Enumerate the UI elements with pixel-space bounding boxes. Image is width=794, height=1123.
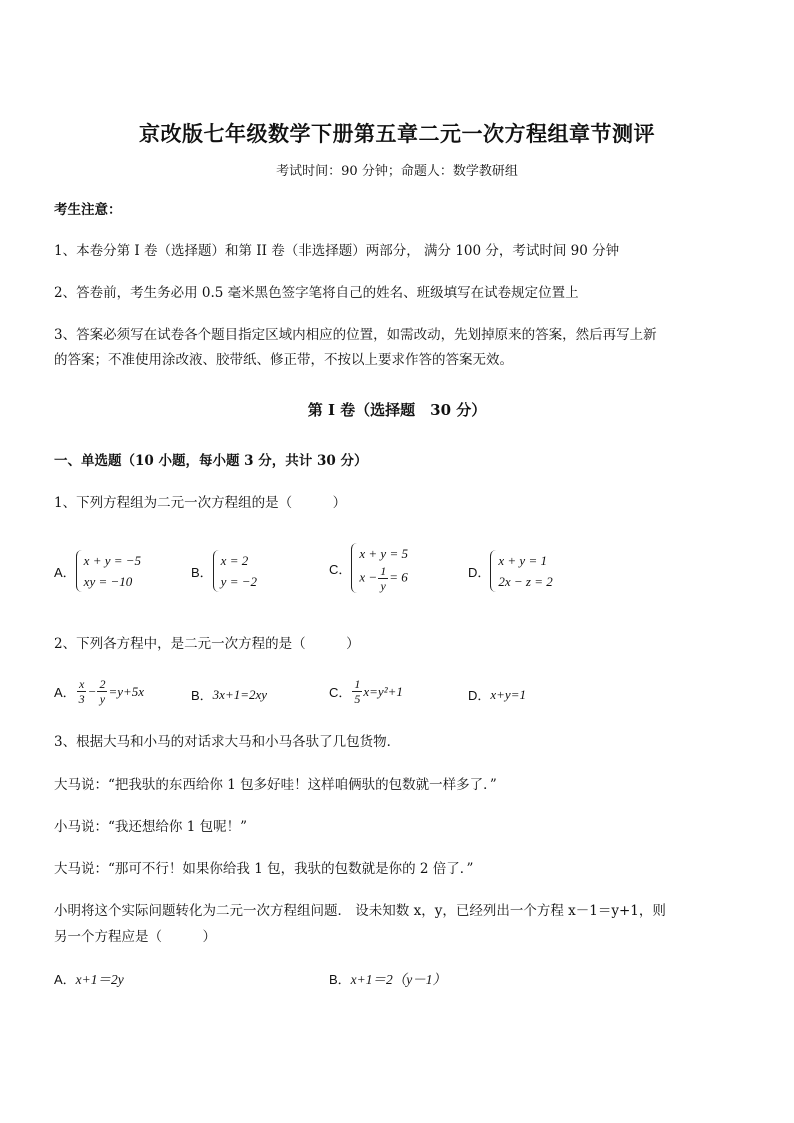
q1-option-d[interactable] — [468, 550, 553, 592]
option-label: C． — [329, 685, 352, 700]
notice-item-3-cont: 的答案；不准使用涂改液、胶带纸、修正带，不按以上要求作答的答案无效。 — [54, 352, 513, 368]
option-label: B． — [329, 972, 351, 987]
dialogue-line-3: 大马说：“那可不行！如果你给我 1 包，我驮的包数就是你的 2 倍了．” — [54, 861, 474, 877]
option-label: C． — [329, 561, 352, 577]
equation: x+1＝2y — [75, 972, 124, 987]
dialogue-line-2: 小马说：“我还想给你 1 包呢！” — [54, 819, 247, 835]
question-3-prompt: 小明将这个实际问题转化为二元一次方程组问题． 设未知数 x，y，已经列出一个方程 x－1＝y+1，则 — [54, 903, 666, 919]
option-label: B． — [191, 564, 213, 580]
question-3-stem: 3、根据大马和小马的对话求大马和小马各驮了几包货物． — [54, 734, 401, 750]
equation: x+y=1 — [490, 686, 526, 702]
option-label: A． — [54, 972, 76, 987]
option-label: D． — [468, 688, 491, 703]
q3-option-a[interactable] — [54, 970, 124, 990]
notice-heading: 考生注意： — [54, 202, 122, 218]
q2-option-b[interactable] — [191, 685, 267, 704]
dialogue-line-1: 大马说：“把我驮的东西给你 1 包多好哇！这样咱俩驮的包数就一样多了．” — [54, 777, 497, 793]
q1-option-c[interactable] — [329, 543, 408, 593]
equation-system: x + y = −5 xy = −10 — [76, 550, 141, 592]
option-label: B． — [191, 688, 213, 703]
question-2-stem: 2、下列各方程中，是二元一次方程的是（ ） — [54, 636, 360, 652]
q2-option-d[interactable] — [468, 685, 526, 704]
page-title: 京改版七年级数学下册第五章二元一次方程组章节测评 — [139, 121, 655, 146]
option-label: A． — [54, 685, 76, 700]
q1-option-b[interactable] — [191, 550, 257, 592]
equation-system: x + y = 5 x − $\frac{1}{y}$ = 6 — [351, 543, 408, 593]
option-label: D． — [468, 564, 491, 580]
question-1-stem: 1、下列方程组为二元一次方程组的是（ ） — [54, 495, 347, 511]
equation-system: x + y = 1 2x − z = 2 — [490, 550, 552, 592]
section-title: 第 I 卷（选择题 30 分） — [307, 401, 487, 419]
notice-item-3: 3、答案必须写在试卷各个题目指定区域内相应的位置，如需改动，先划掉原来的答案，然后再写上新 — [54, 327, 657, 343]
q2-option-a[interactable]: A． $\frac{x}{3}$ − $\frac{2}{y}$ =y+5x — [54, 677, 145, 706]
q2-option-c[interactable]: C． $\frac{1}{5}$ x=y²+1 — [329, 677, 403, 706]
notice-item-2: 2、答卷前，考生务必用 0.5 毫米黑色签字笔将自己的姓名、班级填写在试卷规定位置上 — [54, 285, 579, 301]
equation: 3x+1=2xy — [212, 686, 268, 702]
q3-option-b[interactable] — [329, 970, 446, 990]
part-heading: 一、单选题（10 小题，每小题 3 分，共计 30 分） — [54, 453, 368, 469]
question-3-prompt-cont: 另一个方程应是（ ） — [54, 929, 216, 945]
q1-option-a[interactable] — [54, 550, 141, 592]
notice-item-1: 1、本卷分第 I 卷（选择题）和第 II 卷（非选择题）两部分， 满分 100 分，考试时间 90 分钟 — [54, 243, 620, 259]
equation-system: x = 2 y = −2 — [213, 550, 257, 592]
equation: x+1＝2（y－1） — [350, 972, 447, 987]
option-label: A． — [54, 564, 76, 580]
exam-info: 考试时间：90 分钟；命题人：数学教研组 — [276, 164, 518, 179]
